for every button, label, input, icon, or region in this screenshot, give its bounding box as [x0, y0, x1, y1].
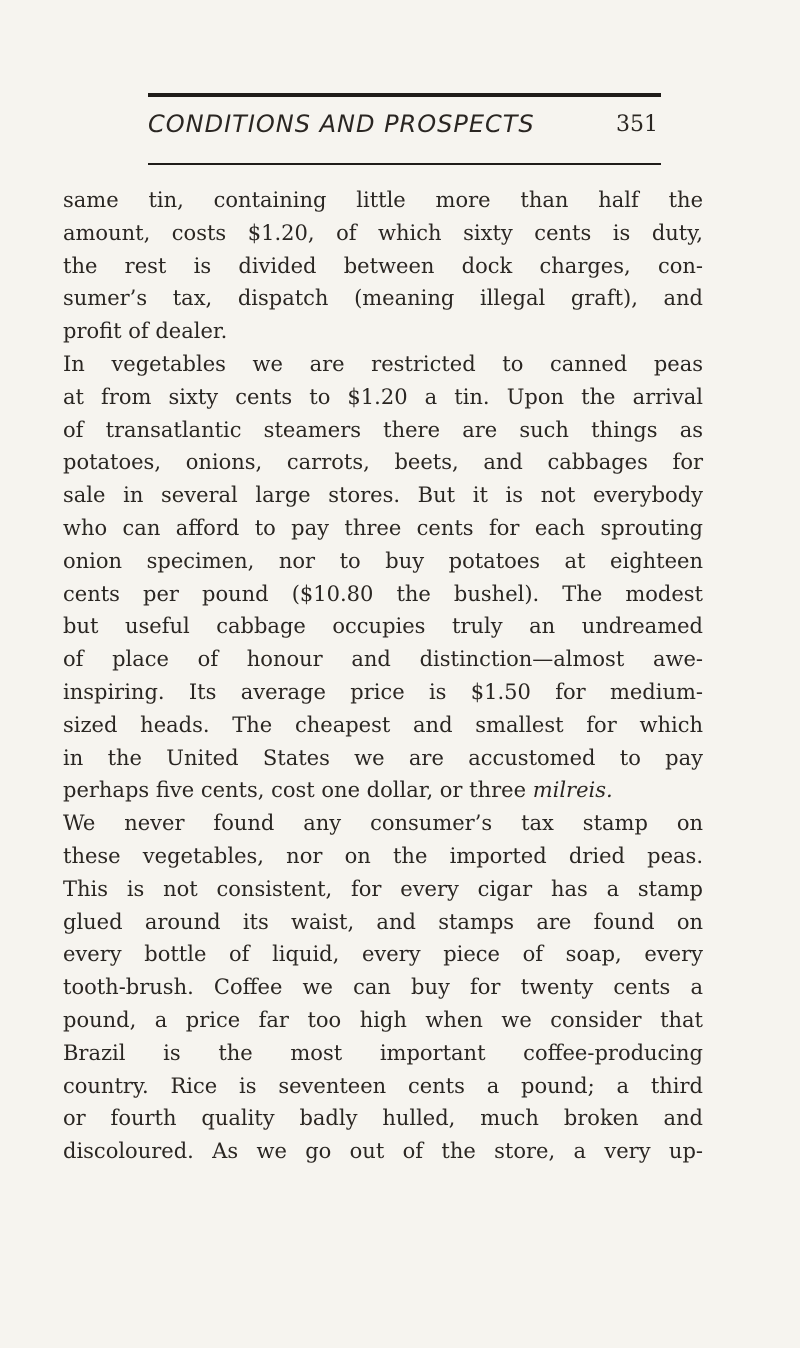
header-rule-bottom	[148, 163, 661, 165]
text-line: This is not consistent, for every cigar has a stamp	[63, 876, 703, 901]
running-head	[148, 110, 661, 150]
text-line: country. Rice is seventeen cents a pound; a third	[63, 1073, 703, 1098]
header-rule-top	[148, 93, 661, 97]
running-title: CONDITIONS AND PROSPECTS	[148, 110, 535, 138]
text-line: Brazil is the most important coffee-producing	[63, 1040, 703, 1065]
text-line: same tin, containing little more than half the	[63, 188, 703, 212]
text-line: glued around its waist, and stamps are found on	[63, 909, 703, 934]
text-line: We never found any consumer’s tax stamp on	[63, 811, 703, 836]
text-line: in the United States we are accustomed to pay	[63, 745, 703, 770]
text-line: In vegetables we are restricted to canned peas	[63, 351, 703, 376]
italic-word: milreis.	[532, 778, 613, 803]
page-number: 351	[616, 112, 658, 137]
body-text	[63, 184, 703, 1168]
text-line: potatoes, onions, carrots, beets, and cabbages for	[63, 450, 703, 475]
text-line: sale in several large stores. But it is not everybody	[63, 483, 703, 508]
text-line: discoloured. As we go out of the store, a very up-	[63, 1139, 703, 1164]
text-line: profit of dealer.	[63, 319, 228, 344]
text-line: every bottle of liquid, every piece of soap, every	[63, 942, 703, 967]
text-line: the rest is divided between dock charges, con-	[63, 253, 703, 278]
text-line: of transatlantic steamers there are such things as	[63, 417, 703, 442]
text-line: these vegetables, nor on the imported dried peas.	[63, 843, 703, 868]
text-line: who can afford to pay three cents for each sprouting	[63, 515, 703, 540]
text-line: but useful cabbage occupies truly an undreamed	[63, 614, 703, 639]
text-line: amount, costs $1.20, of which sixty cents is duty,	[63, 220, 703, 245]
text-line: sized heads. The cheapest and smallest for which	[63, 712, 703, 737]
text-line: tooth-brush. Coffee we can buy for twenty cents a	[63, 975, 703, 1000]
text-line: or fourth quality badly hulled, much broken and	[63, 1106, 703, 1131]
text-line: pound, a price far too high when we consider that	[63, 1007, 703, 1032]
text-line-with-italic	[63, 774, 703, 807]
text-line: inspiring. Its average price is $1.50 for medium-	[63, 679, 703, 704]
text-line: cents per pound ($10.80 the bushel). The modest	[63, 581, 703, 606]
text-line: sumer’s tax, dispatch (meaning illegal graft), and	[63, 286, 703, 311]
text-line: at from sixty cents to $1.20 a tin. Upon the arrival	[63, 384, 703, 409]
text-line: onion specimen, nor to buy potatoes at eighteen	[63, 548, 703, 573]
text-line-part: perhaps five cents, cost one dollar, or three	[63, 778, 527, 803]
text-line: of place of honour and distinction—almost awe-	[63, 647, 703, 672]
